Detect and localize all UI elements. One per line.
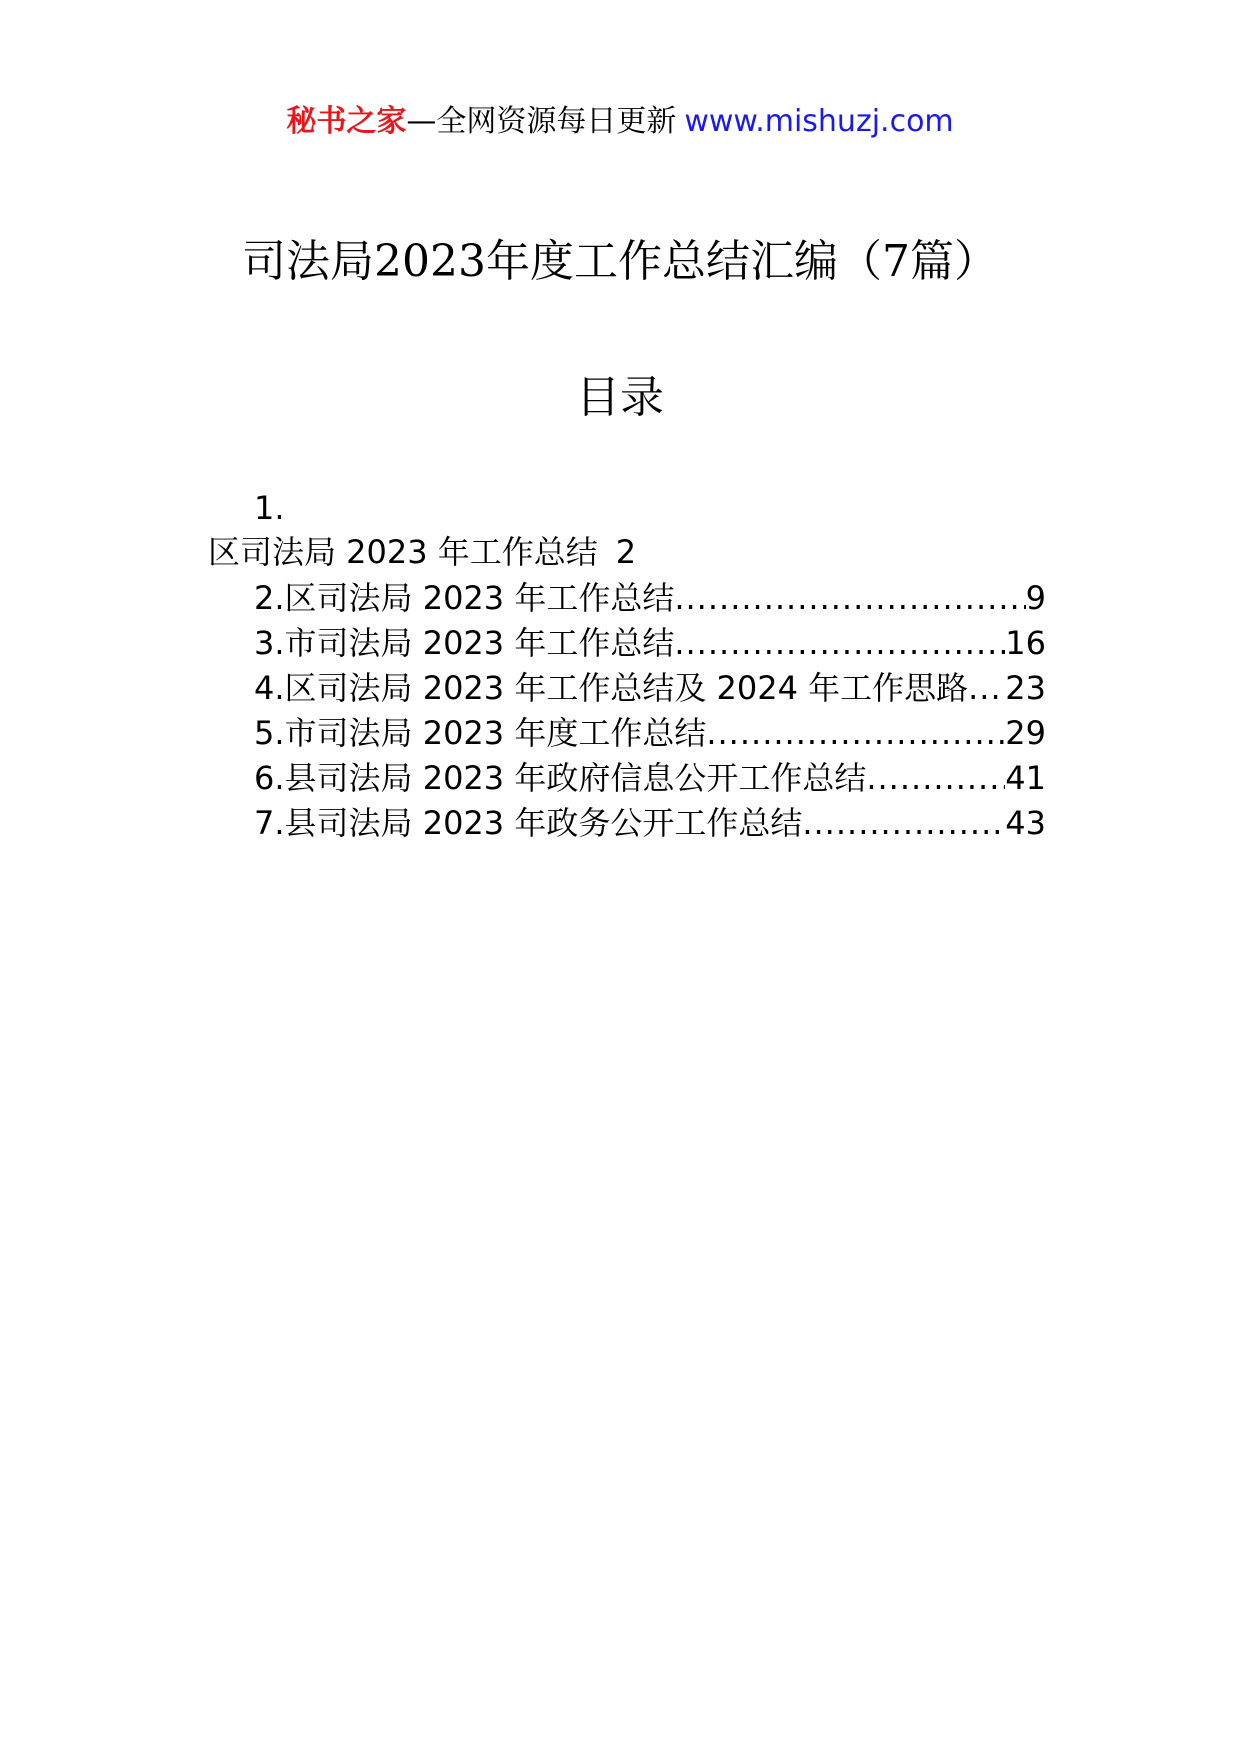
toc-item-6[interactable] <box>254 756 1046 801</box>
toc-item-5[interactable] <box>254 711 1046 756</box>
toc-item-page: 9 <box>1025 579 1046 617</box>
toc-dot-leader <box>674 576 1025 621</box>
header-tagline: —全网资源每日更新 <box>406 104 677 139</box>
title-middle: 年度工作总结汇编（ <box>485 236 882 287</box>
title-suffix: 篇） <box>909 236 998 287</box>
site-header <box>0 100 1240 144</box>
toc-item-label: 区司法局 2023 年工作总结 <box>208 533 598 571</box>
toc-item-page: 29 <box>1005 714 1046 752</box>
brand-name: 秘书之家 <box>286 104 407 139</box>
toc-item-page: 16 <box>1005 624 1046 662</box>
toc-item-2[interactable] <box>254 576 1046 621</box>
toc-item-3[interactable] <box>254 621 1046 666</box>
toc-item-4[interactable] <box>254 666 1046 711</box>
toc-item-label: 2.区司法局 2023 年工作总结 <box>254 579 675 617</box>
toc-item-label: 4.区司法局 2023 年工作总结及 2024 年工作思路 <box>254 669 969 707</box>
toc-item-page: 43 <box>1005 804 1046 842</box>
toc-item-1-number: 1. <box>254 489 285 527</box>
toc-item-page: 2 <box>615 533 637 571</box>
title-prefix: 司法局 <box>242 236 374 287</box>
toc-item-label: 7.县司法局 2023 年政务公开工作总结 <box>254 804 803 842</box>
toc-item-label: 6.县司法局 2023 年政府信息公开工作总结 <box>254 759 867 797</box>
title-year: 2023 <box>374 236 486 287</box>
toc-dot-leader <box>706 711 1005 756</box>
toc-dot-leader <box>674 621 1005 666</box>
toc-item-page: 23 <box>1005 669 1046 707</box>
toc-list <box>254 576 1046 846</box>
toc-dot-leader <box>968 666 1005 711</box>
toc-dot-leader <box>866 756 1005 801</box>
title-count: 7 <box>881 236 910 287</box>
site-url-link[interactable]: www.mishuzj.com <box>684 104 954 139</box>
toc-heading: 目录 <box>576 372 664 423</box>
toc-item-label: 3.市司法局 2023 年工作总结 <box>254 624 675 662</box>
toc-item-1[interactable] <box>208 530 636 574</box>
document-title <box>0 232 1240 292</box>
toc-item-label: 5.市司法局 2023 年度工作总结 <box>254 714 707 752</box>
toc-item-7[interactable] <box>254 801 1046 846</box>
toc-dot-leader <box>802 801 1005 846</box>
toc-item-page: 41 <box>1005 759 1046 797</box>
